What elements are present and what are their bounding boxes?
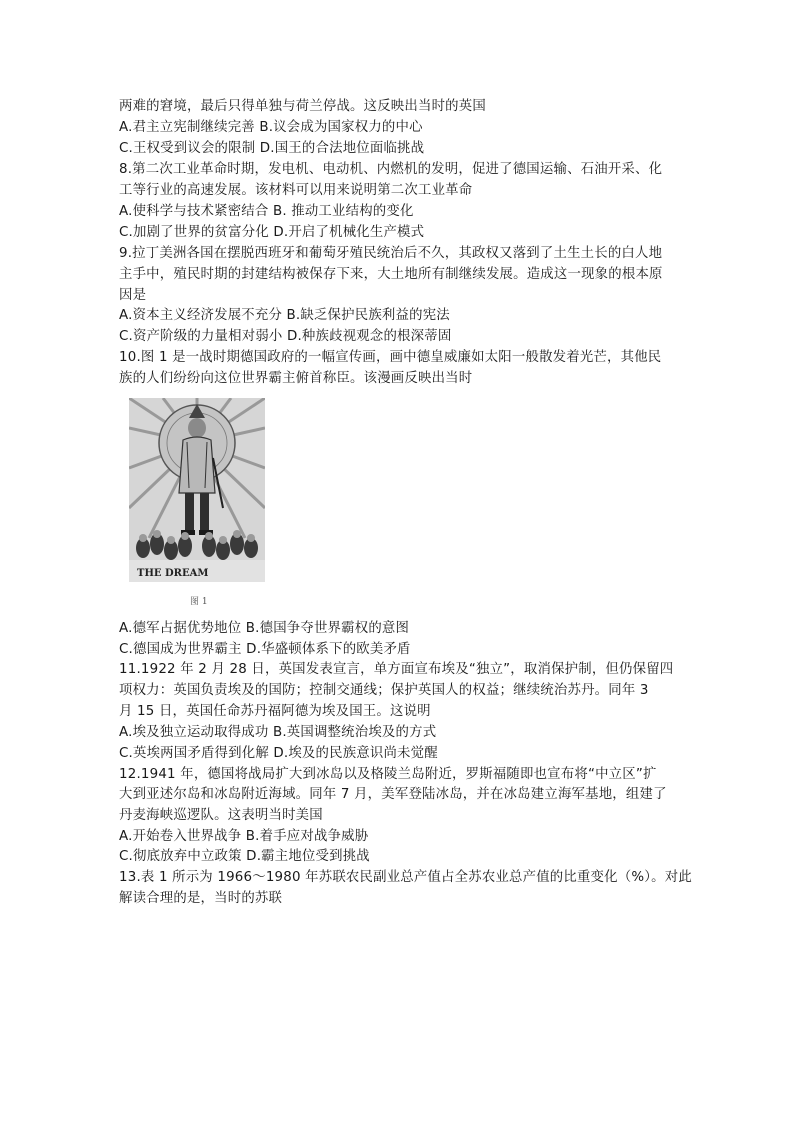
text-line: 丹麦海峡巡逻队。这表明当时美国	[119, 808, 323, 823]
text-line: C.德国成为世界霸主 D.华盛顿体系下的欧美矛盾	[119, 642, 411, 657]
text-line: A.资本主义经济发展不充分 B.缺乏保护民族利益的宪法	[119, 308, 450, 323]
text-line: 9.拉丁美洲各国在摆脱西班牙和葡萄牙殖民统治后不久，其政权又落到了土生土长的白人地	[119, 246, 663, 261]
text-line: C.英埃两国矛盾得到化解 D.埃及的民族意识尚未觉醒	[119, 746, 438, 761]
text-line: 项权力：英国负责埃及的国防；控制交通线；保护英国人的权益；继续统治苏丹。同年 3	[119, 683, 649, 698]
text-line: A.埃及独立运动取得成功 B.英国调整统治埃及的方式	[119, 725, 437, 740]
text-line: 工等行业的高速发展。该材料可以用来说明第二次工业革命	[119, 183, 473, 198]
text-line: A.德军占据优势地位 B.德国争夺世界霸权的意图	[119, 621, 410, 636]
illustration-title: THE DREAM	[137, 568, 209, 579]
text-line: 13.表 1 所示为 1966～1980 年苏联农民副业总产值占全苏农业总产值的比重变化（%）。对此	[119, 870, 692, 885]
text-line: A.君主立宪制继续完善 B.议会成为国家权力的中心	[119, 120, 423, 135]
text-line: 11.1922 年 2 月 28 日，英国发表宣言，单方面宣布埃及“独立”，取消保护制，但仍保留四	[119, 662, 674, 677]
text-line: 大到亚述尔岛和冰岛附近海域。同年 7 月，美军登陆冰岛，并在冰岛建立海军基地，组建了	[119, 787, 667, 802]
figure-caption: 图 1	[190, 597, 208, 607]
text-line: 两难的窘境，最后只得单独与荷兰停战。这反映出当时的英国	[119, 99, 486, 114]
text-line: C.加剧了世界的贫富分化 D.开启了机械化生产模式	[119, 225, 425, 240]
text-line: 月 15 日，英国任命苏丹福阿德为埃及国王。这说明	[119, 704, 431, 719]
text-line: 主手中，殖民时期的封建结构被保存下来，大土地所有制继续发展。造成这一现象的根本原	[119, 267, 663, 282]
propaganda-illustration	[129, 398, 265, 582]
text-line: 族的人们纷纷向这位世界霸主俯首称臣。该漫画反映出当时	[119, 371, 473, 386]
text-line: C.资产阶级的力量相对弱小 D.种族歧视观念的根深蒂固	[119, 329, 452, 344]
text-line: C.彻底放弃中立政策 D.霸主地位受到挑战	[119, 849, 370, 864]
text-line: C.王权受到议会的限制 D.国王的合法地位面临挑战	[119, 141, 425, 156]
text-line: A.开始卷入世界战争 B.着手应对战争威胁	[119, 829, 369, 844]
text-line: 10.图 1 是一战时期德国政府的一幅宣传画，画中德皇威廉如太阳一般散发着光芒，其他民	[119, 350, 662, 365]
text-line: 12.1941 年，德国将战局扩大到冰岛以及格陵兰岛附近，罗斯福随即也宣布将“中立区”扩	[119, 767, 657, 782]
text-line: A.使科学与技术紧密结合 B. 推动工业结构的变化	[119, 204, 414, 219]
text-line: 8.第二次工业革命时期，发电机、电动机、内燃机的发明，促进了德国运输、石油开采、化	[119, 162, 663, 177]
text-line: 因是	[119, 288, 147, 303]
text-line: 解读合理的是，当时的苏联	[119, 891, 283, 906]
illustration-drawing	[129, 398, 265, 582]
